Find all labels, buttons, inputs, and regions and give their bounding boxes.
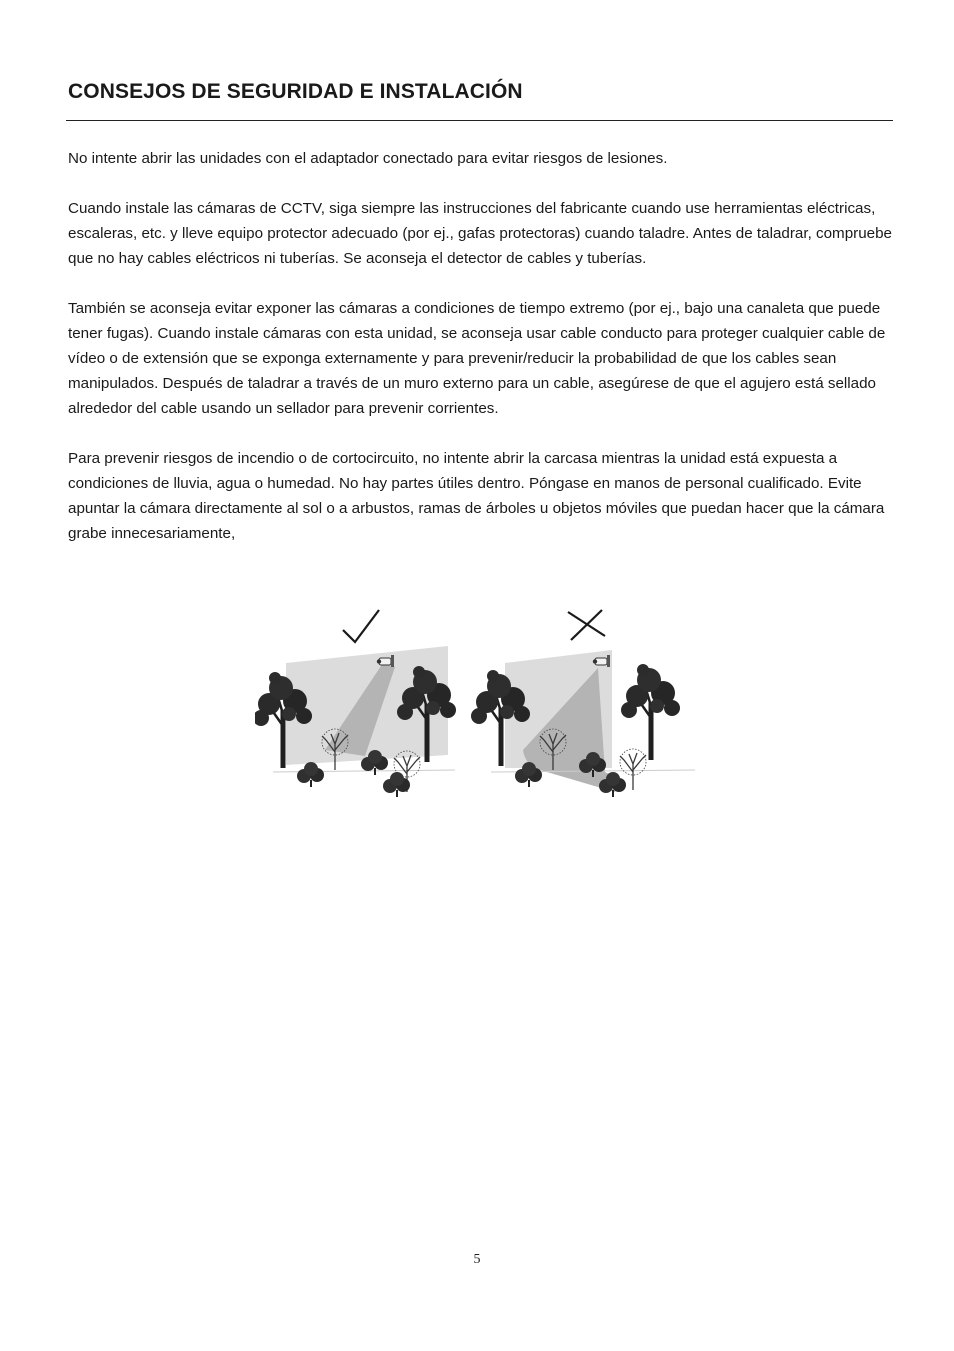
- cross-mark-icon: [568, 610, 605, 640]
- title-divider: [66, 120, 893, 121]
- paragraph: También se aconseja evitar exponer las cámaras a condiciones de tiempo extremo (por ej., bajo una canaleta que puede tener fugas). Cuando instale cámaras con esta unidad, se aconseja usar cable conducto para proteger cualquier cable de vídeo o de extensión que se exponga externamente y para prevenir/reducir la probabilidad de que los cables sean manipulados. Después de taladrar a través de un muro externo para un cable, asegúrese de que el agujero está sellado alrededor del cable usando un sellador para prevenir corrientes.: [68, 300, 886, 417]
- panel-correct: [255, 610, 456, 797]
- paragraph: No intente abrir las unidades con el adaptador conectado para evitar riesgos de lesiones.: [68, 150, 668, 167]
- page-title: CONSEJOS DE SEGURIDAD E INSTALACIÓN: [68, 80, 523, 103]
- camera-placement-illustration: [255, 600, 695, 810]
- panel-incorrect: [471, 610, 695, 797]
- check-mark-icon: [343, 610, 379, 642]
- page-number: 5: [473, 1252, 481, 1267]
- body-text: [68, 146, 892, 571]
- paragraph: Cuando instale las cámaras de CCTV, siga siempre las instrucciones del fabricante cuando use herramientas eléctricas, escaleras, etc. y lleve equipo protector adecuado (por ej., gafas protectoras) cuando taladre. Antes de taladrar, compruebe que no hay cables eléctricos ni tuberías. Se aconseja el detector de cables y tuberías.: [68, 200, 892, 267]
- paragraph: Para prevenir riesgos de incendio o de cortocircuito, no intente abrir la carcasa mientras la unidad está expuesta a condiciones de lluvia, agua o humedad. No hay partes útiles dentro. Póngase en manos de personal cualificado. Evite apuntar la cámara directamente al sol o a arbustos, ramas de árboles u objetos móviles que puedan hacer que la cámara grabe innecesariamente,: [68, 450, 885, 542]
